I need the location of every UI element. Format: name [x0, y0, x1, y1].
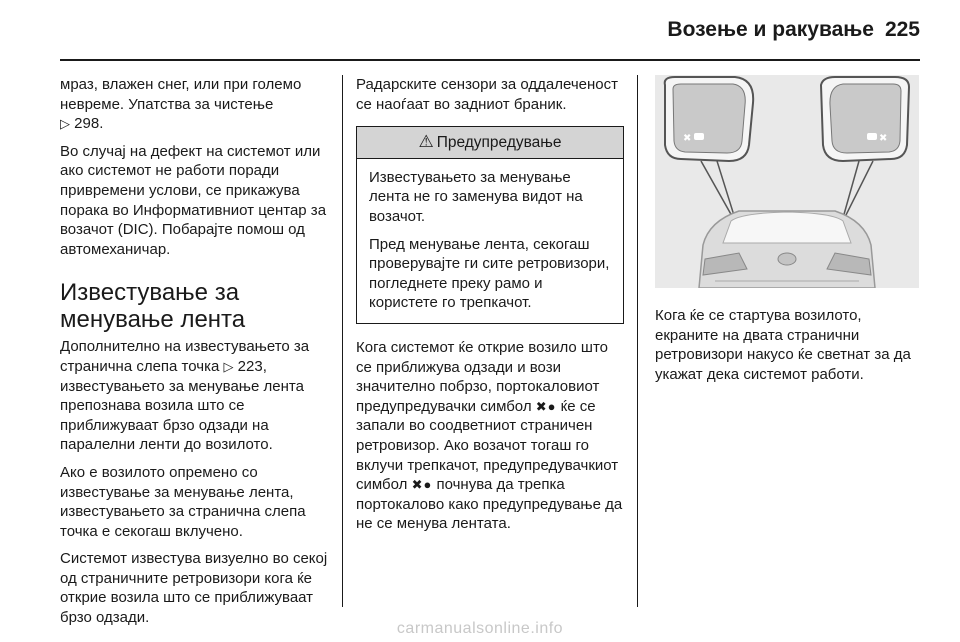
paragraph — [60, 337, 336, 455]
column-divider-2 — [637, 75, 638, 607]
warning-box — [356, 126, 624, 324]
reference-arrow-icon: ▷ — [60, 116, 70, 132]
paragraph: Кога ќе се стартува возилото, екраните на двата странични ретровизори накусо ќе светнат за да укажат дека системот работи. — [655, 307, 911, 383]
paragraph — [60, 75, 336, 134]
section-heading: Известување за менување лента — [60, 279, 246, 334]
paragraph-text: Дополнително на известувањето за странична слепа точка — [60, 338, 310, 375]
warning-title: Предупредување — [436, 134, 562, 152]
paragraph-text: Кога системот ќе открие возило што се приближува одзади и вози значително побрзо, портокаловиот предупредувачки симбол — [356, 338, 609, 415]
paragraph-text: ќе се запали во соодветниот страничен ретровизор. Ако возачот тогаш го вклучи трепкачот, предупредувачкиот симбол — [356, 397, 619, 494]
page-number: 225 — [884, 18, 920, 41]
paragraph: Радарските сензори за оддалеченост се наоѓаат во задниот браник. — [356, 76, 619, 113]
watermark: carmanualsonline.info — [396, 620, 564, 637]
right-mirror-glass — [830, 84, 901, 153]
reference-arrow-icon: ▷ — [223, 358, 234, 374]
warning-body — [357, 159, 623, 323]
warning-triangle-icon: ⚠ — [418, 132, 434, 152]
column-right — [655, 75, 925, 392]
paragraph: Ако е возилото опремено со известување за менување лента, известувањето за странична слепа точка е секогаш вклучено. — [60, 463, 306, 540]
svg-text:✖: ✖ — [683, 133, 692, 144]
chapter-title: Возење и ракување — [667, 18, 874, 41]
page-reference[interactable]: 223, — [237, 357, 267, 375]
paragraph: Во случај на дефект на системот или ако системот не работи поради привремени услови, се прикажува порака во Информативниот центар за возачот (DIC). Побарајте помош од автомеханичар. — [60, 142, 327, 258]
paragraph-text: почнува да трепка портокалово како предупредување да не се менува лентата. — [356, 476, 623, 533]
header-rule — [60, 59, 920, 61]
page-reference[interactable]: 298. — [74, 115, 104, 133]
column-left — [60, 75, 336, 636]
svg-text:✖: ✖ — [879, 133, 888, 144]
paragraph: Пред менување лента, секогаш проверувајте ги сите ретровизори, погледнете преку рамо и користете го трепкачот. — [369, 235, 610, 312]
lane-change-car-icon: ✖● — [535, 398, 557, 414]
paragraph-text: известувањето за менување лента препознава возила што се приближуваат брзо одзади на паралелни ленти до возилото. — [60, 377, 304, 454]
paragraph — [356, 338, 624, 534]
lane-change-car-icon: ✖● — [411, 477, 433, 493]
mirror-illustration — [655, 75, 919, 288]
page-header — [0, 0, 960, 62]
column-middle — [356, 75, 624, 542]
column-divider-1 — [342, 75, 343, 607]
warning-header — [357, 127, 623, 159]
paragraph-text: мраз, влажен снег, или при големо невреме. Упатства за чистење — [60, 76, 302, 113]
car-rear-illustration — [699, 211, 875, 288]
paragraph: Системот известува визуелно во секој од страничните ретровизори кога ќе открие возила што се приближуваат брзо одзади. — [60, 550, 328, 627]
paragraph: Известувањето за менување лента не го заменува видот на возачот. — [369, 168, 583, 225]
